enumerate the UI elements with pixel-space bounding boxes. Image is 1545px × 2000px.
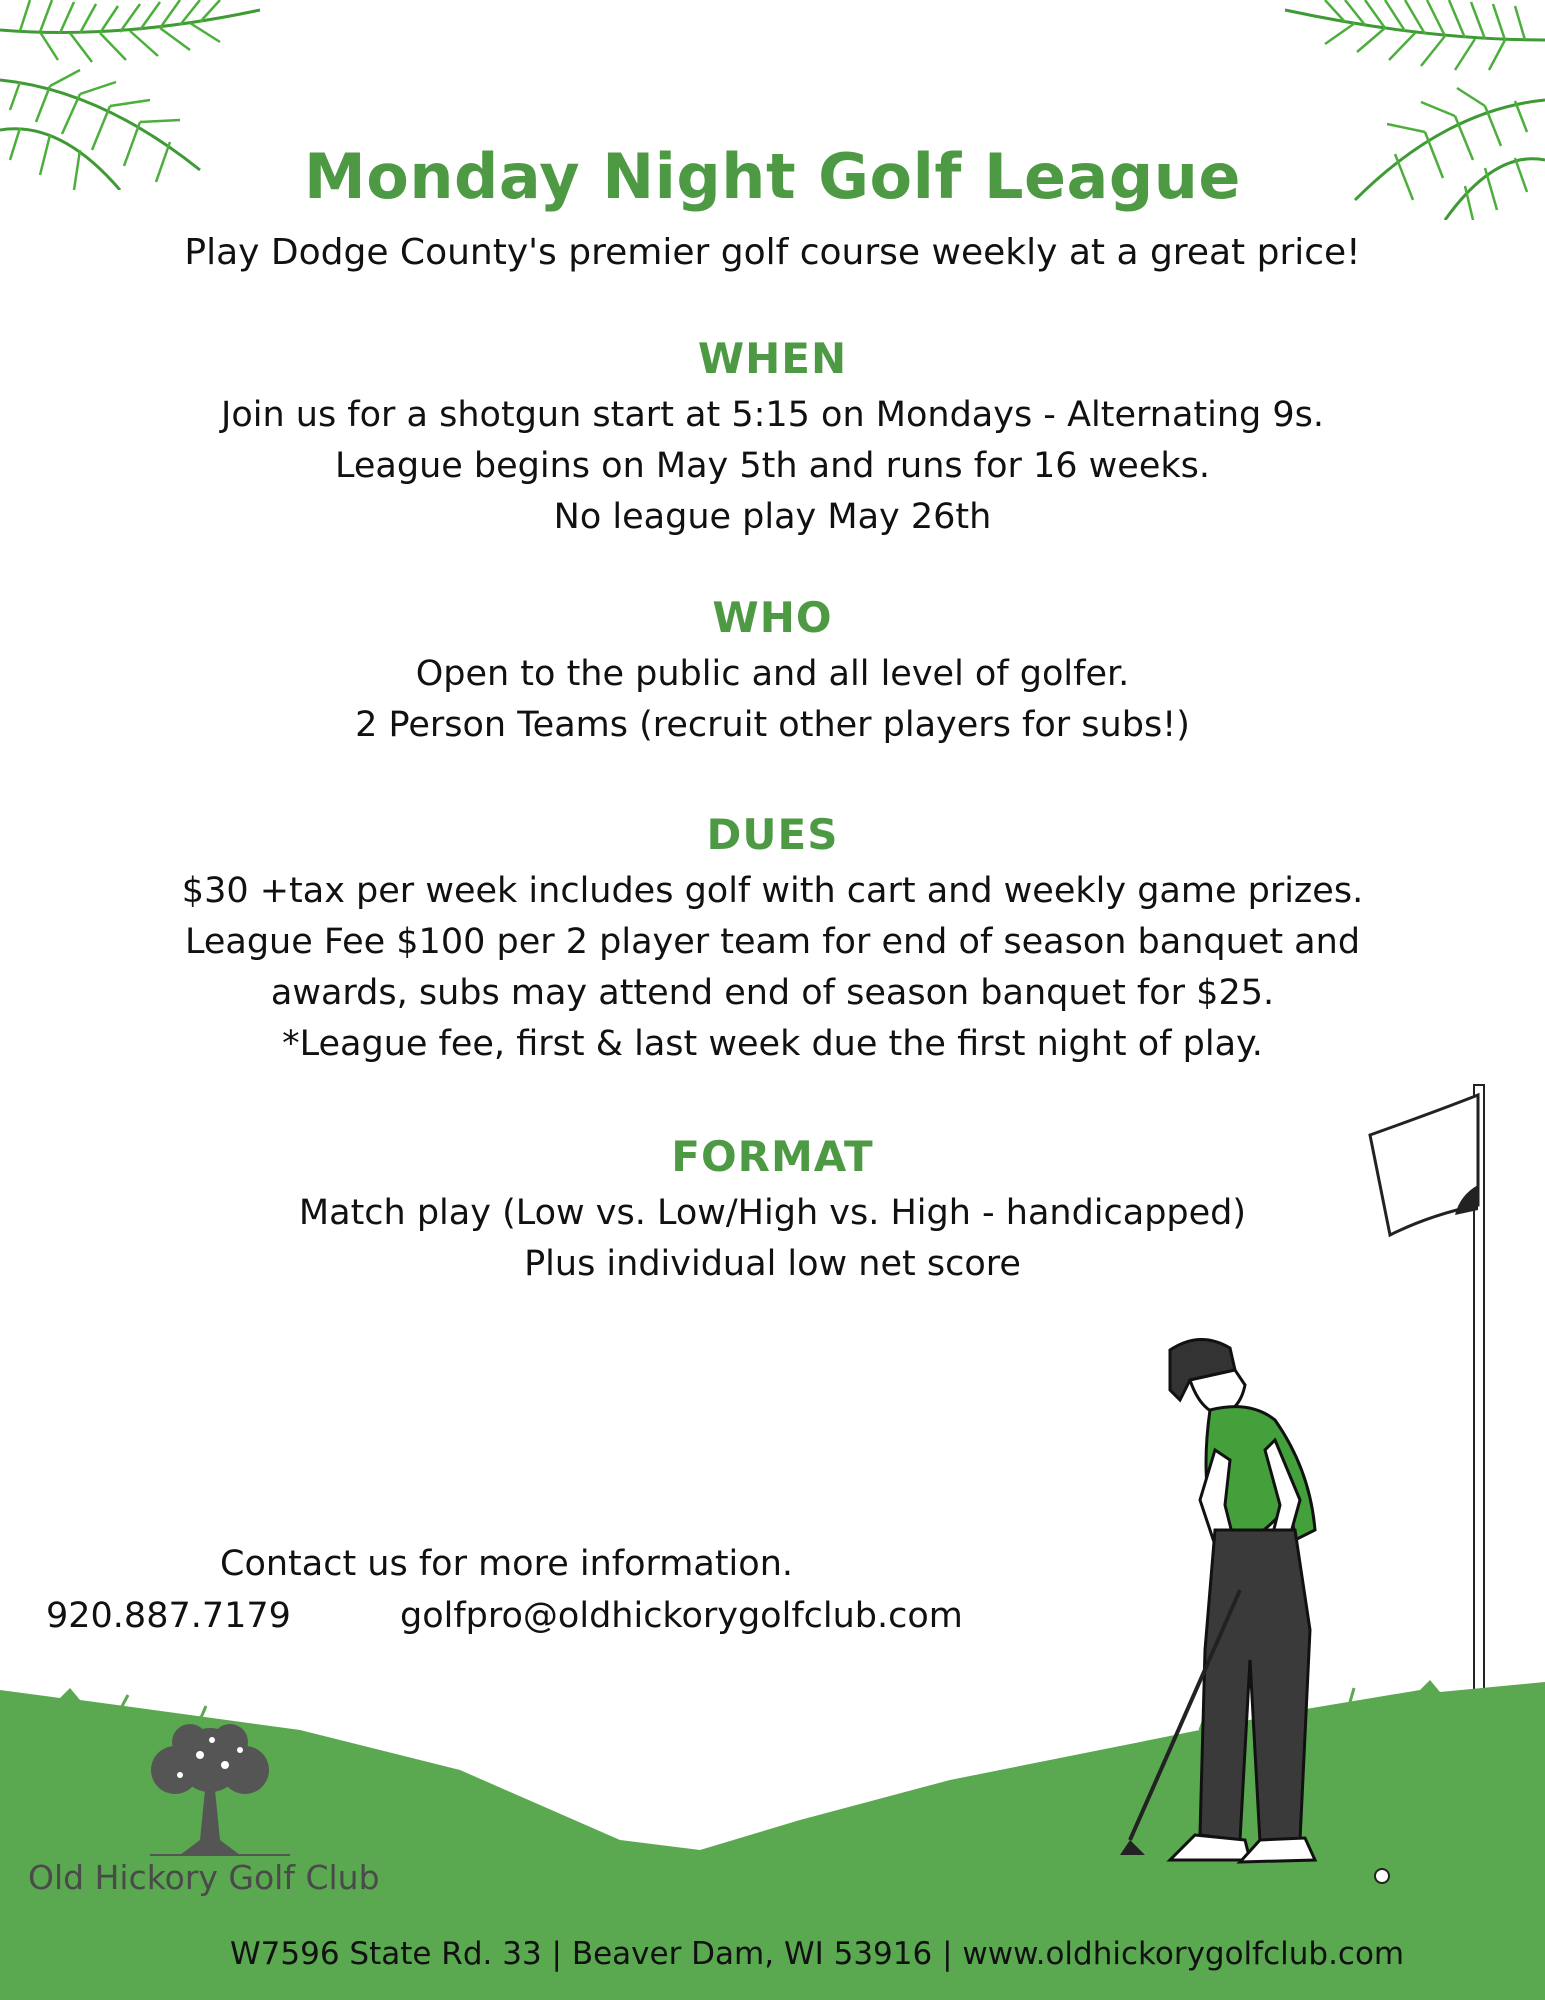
section-line: League Fee $100 per 2 player team for end of season banquet and [184,922,1361,962]
section-heading: DUES [706,810,839,859]
section-line: League begins on May 5th and runs for 16 weeks. [335,446,1210,486]
section-line: Join us for a shotgun start at 5:15 on Mondays - Alternating 9s. [221,395,1324,435]
section-line: Plus individual low net score [524,1244,1021,1284]
section-who [0,587,1545,751]
section-line: 2 Person Teams (recruit other players for subs!) [355,705,1190,745]
section-heading: FORMAT [671,1132,874,1181]
logo-name: Old Hickory Golf Club [28,1858,380,1897]
contact-heading: Contact us for more information. [220,1544,794,1584]
golf-ball-icon [1372,1866,1392,1886]
section-dues [0,804,1545,1070]
section-line: Open to the public and all level of golfer. [415,654,1130,694]
section-line: Match play (Low vs. Low/High vs. High - handicapped) [298,1193,1247,1233]
tree-icon [130,1720,290,1860]
contact-email[interactable]: golfpro@oldhickorygolfclub.com [400,1596,963,1636]
page-title: Monday Night Golf League [304,140,1241,213]
contact-phone[interactable]: 920.887.7179 [46,1596,291,1636]
section-line: $30 +tax per week includes golf with cart and weekly game prizes. [181,871,1364,911]
golfer-illustration-icon [1100,1330,1360,1890]
footer-address: W7596 State Rd. 33 | Beaver Dam, WI 53916 | www.oldhickorygolfclub.com [230,1936,1405,1972]
page-subtitle: Play Dodge County's premier golf course weekly at a great price! [184,232,1361,273]
section-line: No league play May 26th [553,497,992,537]
section-format [0,1126,1545,1290]
section-line: awards, subs may attend end of season banquet for $25. [270,973,1275,1013]
section-heading: WHO [712,593,833,642]
section-when [0,328,1545,543]
section-line: *League fee, first & last week due the first night of play. [282,1024,1263,1064]
section-heading: WHEN [697,334,848,383]
